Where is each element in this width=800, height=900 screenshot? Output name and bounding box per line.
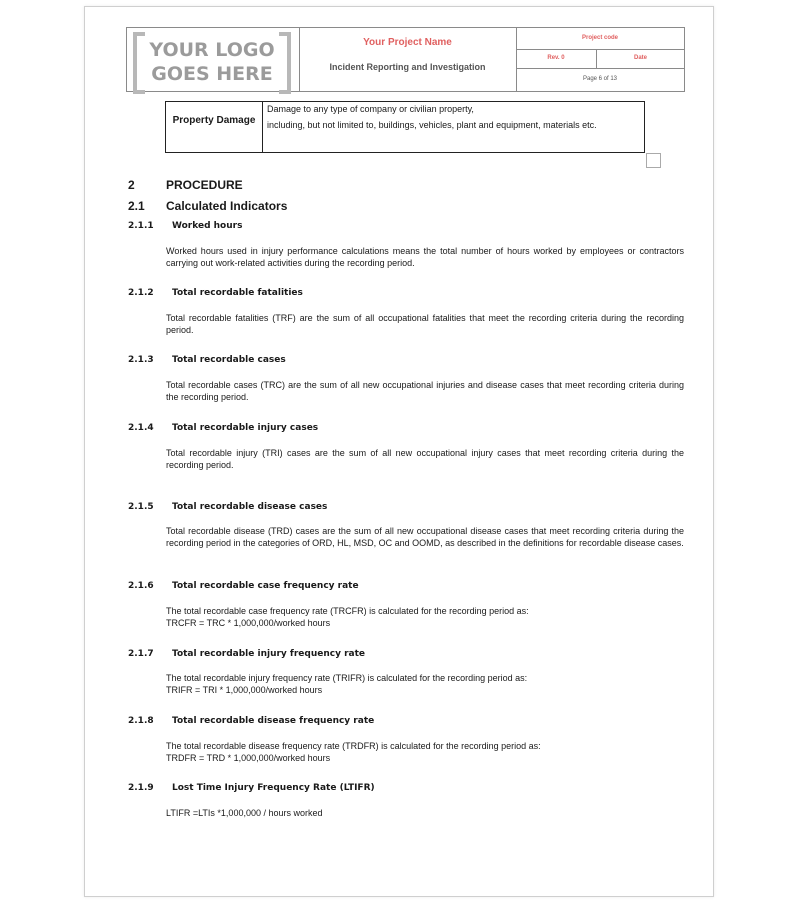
project-name: Your Project Name <box>363 37 452 48</box>
item-number: 2.1.1 <box>128 221 154 231</box>
item-paragraph: Worked hours used in injury performance calculations means the total number of hours worked by employees or contractors carrying out work-related activities during the recording period. <box>166 246 684 268</box>
item-heading: Total recordable injury cases <box>172 423 319 433</box>
item-formula: TRIFR = TRI * 1,000,000/worked hours <box>166 685 323 695</box>
item-heading: Total recordable disease cases <box>172 502 328 512</box>
item-paragraph: Total recordable cases (TRC) are the sum of all new occupational injuries and disease cases that meet recording criteria during the recording period. <box>166 380 684 402</box>
item-heading: Lost Time Injury Frequency Rate (LTIFR) <box>172 783 375 793</box>
item-paragraph: The total recordable disease frequency rate (TRDFR) is calculated for the recording period as: <box>166 741 541 751</box>
checkbox[interactable] <box>646 153 661 168</box>
logo-line-2: GOES HERE <box>151 63 273 85</box>
logo-placeholder <box>133 32 291 86</box>
document-header <box>126 27 685 92</box>
subsection-number: 2.1 <box>128 199 145 213</box>
page-number: Page 6 of 13 <box>582 76 618 82</box>
item-formula: TRCFR = TRC * 1,000,000/worked hours <box>166 618 331 628</box>
item-number: 2.1.5 <box>128 502 154 512</box>
item-number: 2.1.9 <box>128 783 154 793</box>
doc-info-cell <box>516 28 684 91</box>
item-formula: TRDFR = TRD * 1,000,000/worked hours <box>166 753 331 763</box>
subsection-title: Calculated Indicators <box>166 199 288 213</box>
logo-line-1: YOUR LOGO <box>149 39 275 61</box>
item-paragraph: The total recordable case frequency rate (TRCFR) is calculated for the recording period as: <box>166 606 529 616</box>
definition-line-1: Damage to any type of company or civilian property, <box>267 104 474 114</box>
logo-bracket-right <box>279 32 291 94</box>
section-title: PROCEDURE <box>166 178 243 192</box>
section-number: 2 <box>128 178 135 192</box>
logo-bracket-left <box>133 32 145 94</box>
item-heading: Total recordable injury frequency rate <box>172 649 365 659</box>
item-heading: Total recordable disease frequency rate <box>172 716 375 726</box>
item-number: 2.1.6 <box>128 581 154 591</box>
item-paragraph: Total recordable injury (TRI) cases are the sum of all new occupational injury cases that meet recording criteria during the recording period. <box>166 448 684 470</box>
logo-cell <box>127 28 300 91</box>
item-number: 2.1.4 <box>128 423 154 433</box>
project-code: Project code <box>581 35 618 41</box>
definition-table <box>165 101 645 153</box>
item-paragraph: LTIFR =LTIs *1,000,000 / hours worked <box>166 808 323 818</box>
item-heading: Worked hours <box>172 221 243 231</box>
item-number: 2.1.7 <box>128 649 154 659</box>
title-cell <box>299 28 517 91</box>
item-heading: Total recordable fatalities <box>172 288 303 298</box>
item-paragraph: The total recordable injury frequency rate (TRIFR) is calculated for the recording period as: <box>166 673 528 683</box>
item-heading: Total recordable case frequency rate <box>172 581 359 591</box>
document-title: Incident Reporting and Investigation <box>329 62 486 72</box>
revision: Rev. 0 <box>547 55 565 61</box>
definition-term: Property Damage <box>172 115 256 126</box>
item-number: 2.1.8 <box>128 716 154 726</box>
date: Date <box>633 55 647 61</box>
item-number: 2.1.2 <box>128 288 154 298</box>
item-number: 2.1.3 <box>128 355 154 365</box>
definition-line-2: including, but not limited to, buildings, vehicles, plant and equipment, materials etc. <box>267 120 597 130</box>
item-paragraph: Total recordable disease (TRD) cases are the sum of all new occupational disease cases that meet recording criteria during the recording period in the categories of ORD, HL, MSD, OC and OOMD, as described in the definitions for recordable disease cases. <box>166 526 684 548</box>
item-paragraph: Total recordable fatalities (TRF) are the sum of all occupational fatalities that meet the recording criteria during the recording period. <box>166 313 684 335</box>
item-heading: Total recordable cases <box>172 355 286 365</box>
